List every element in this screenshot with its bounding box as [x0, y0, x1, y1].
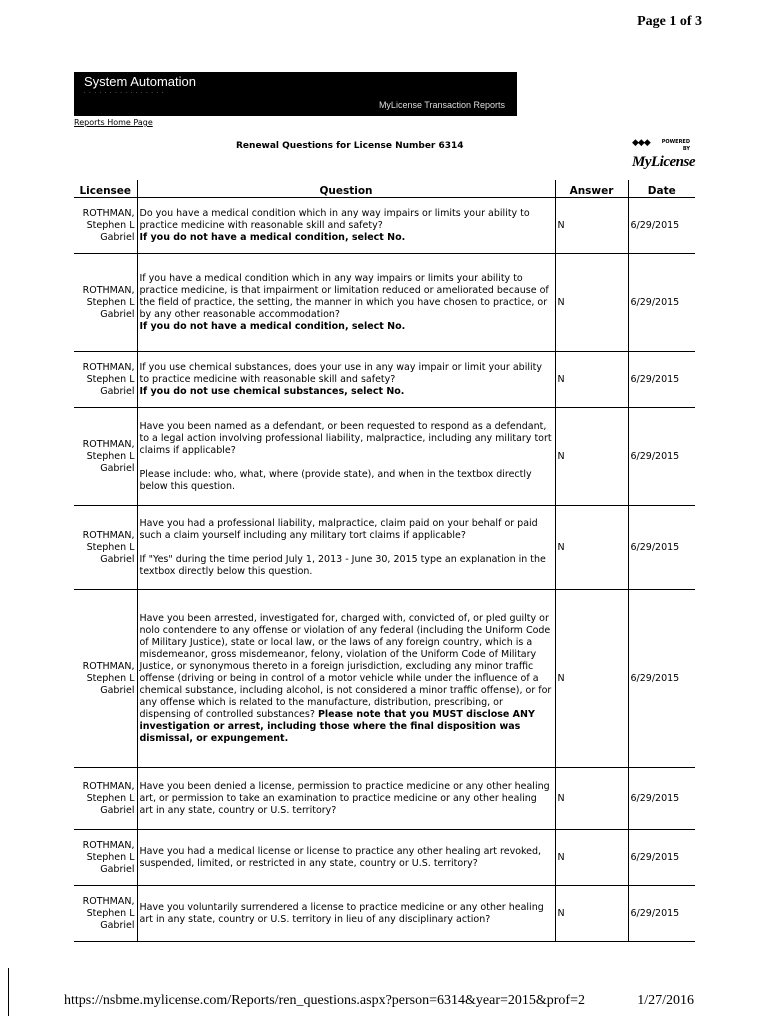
licensee-name-line: Stephen L: [86, 672, 135, 684]
date-cell: 6/29/2015: [628, 886, 695, 942]
licensee-name-line: ROTHMAN,: [82, 839, 135, 851]
question-text: Have you been named as a defendant, or been requested to respond as a defendant, to a legal action involving professional liability, malpractice, including any military tort claims if applicable?: [139, 420, 552, 456]
question-text: Do you have a medical condition which in any way impairs or limits your ability to practice medicine with reasonable skill and safety?: [139, 207, 530, 231]
licensee-name-line: Stephen L: [86, 792, 135, 804]
question-instructions: Please include: who, what, where (provide state), and when in the textbox directly below this question.: [139, 468, 532, 492]
licensee-name-line: Gabriel: [100, 684, 135, 696]
answer-cell: N: [555, 506, 628, 590]
question-text: Have you voluntarily surrendered a license to practice medicine or any other healing art in any state, country or U.S. territory in lieu of any disciplinary action?: [139, 901, 544, 925]
licensee-name-line: ROTHMAN,: [82, 284, 135, 296]
reports-home-link[interactable]: Reports Home Page: [74, 118, 153, 127]
date-cell: 6/29/2015: [628, 506, 695, 590]
brand-tagline: · · · · · · · · · · · · · · · ·: [84, 90, 165, 96]
page-number: Page 1 of 3: [637, 14, 702, 29]
renewal-questions-table: [74, 180, 695, 942]
brand-name: System Automation: [84, 74, 196, 89]
licensee-cell: [74, 408, 137, 506]
answer-cell: N: [555, 768, 628, 830]
question-text: Have you been arrested, investigated for, charged with, convicted of, or pled guilty or nolo contendere to any offense or violation of any federal (including the Uniform Code of Military Justice), state or local law, or the laws of any foreign country, which is a misdemeanor, gross misdemeanor, felony, violation of the Uniform Code of Military Justice, or synonymous thereto in a foreign jurisdiction, excluding any minor traffic offense (driving or being in control of a motor vehicle while under the influence of a chemical substance, including alcohol, is not considered a minor traffic offense), or for any offense which is related to the manufacture, distribution, prescribing, or dispensing of controlled substances?: [139, 612, 552, 720]
scan-edge-mark: [8, 968, 9, 1016]
licensee-name-line: Gabriel: [100, 919, 135, 931]
question-text: If you have a medical condition which in any way impairs or limits your ability to practice medicine, is that impairment or limitation reduced or ameliorated because of the field of practice, the setting, the manner in which you have chosen to practice, or by any other reasonable accommodation?: [139, 272, 549, 320]
table-row: [74, 886, 695, 942]
question-note: If you do not have a medical condition, select No.: [139, 320, 406, 332]
answer-cell: N: [555, 408, 628, 506]
licensee-cell: [74, 198, 137, 254]
date-cell: 6/29/2015: [628, 830, 695, 886]
answer-cell: N: [555, 590, 628, 768]
question-cell: [137, 352, 555, 408]
licensee-cell: [74, 886, 137, 942]
table-row: [74, 506, 695, 590]
header-licensee: Licensee: [74, 180, 137, 198]
licensee-cell: [74, 352, 137, 408]
table-row: [74, 198, 695, 254]
question-text: If you use chemical substances, does your use in any way impair or limit your ability to practice medicine with reasonable skill and safety?: [139, 361, 542, 385]
licensee-name-line: Stephen L: [86, 296, 135, 308]
licensee-name-line: Gabriel: [100, 308, 135, 320]
header-answer: Answer: [555, 180, 628, 198]
licensee-name-line: ROTHMAN,: [82, 438, 135, 450]
question-cell: [137, 768, 555, 830]
table-row: [74, 768, 695, 830]
date-cell: 6/29/2015: [628, 408, 695, 506]
question-note: If you do not have a medical condition, select No.: [139, 231, 406, 243]
licensee-name-line: ROTHMAN,: [82, 895, 135, 907]
question-text: Have you had a professional liability, malpractice, claim paid on your behalf or paid such a claim yourself including any military tort claims if applicable?: [139, 517, 538, 541]
header-date: Date: [628, 180, 695, 198]
licensee-name-line: Stephen L: [86, 907, 135, 919]
licensee-name-line: Gabriel: [100, 462, 135, 474]
question-note: Please note that you MUST disclose ANY investigation or arrest, including those where the final disposition was dismissal, or expungement.: [139, 708, 535, 744]
question-cell: [137, 254, 555, 352]
licensee-cell: [74, 830, 137, 886]
date-cell: 6/29/2015: [628, 198, 695, 254]
licensee-name-line: Stephen L: [86, 219, 135, 231]
licensee-name-line: Stephen L: [86, 450, 135, 462]
question-text: Have you been denied a license, permission to practice medicine or any other healing art, or permission to take an examination to practice medicine or any other healing art in any state, country or U.S. territory?: [139, 780, 550, 816]
licensee-name-line: ROTHMAN,: [82, 361, 135, 373]
licensee-name-line: ROTHMAN,: [82, 780, 135, 792]
question-cell: [137, 830, 555, 886]
question-instructions: If "Yes" during the time period July 1, 2013 - June 30, 2015 type an explanation in the textbox directly below this question.: [139, 553, 546, 577]
header-question: Question: [137, 180, 555, 198]
licensee-name-line: Gabriel: [100, 863, 135, 875]
footer-date: 1/27/2016: [637, 993, 694, 1008]
answer-cell: N: [555, 352, 628, 408]
licensee-cell: [74, 506, 137, 590]
date-cell: 6/29/2015: [628, 352, 695, 408]
answer-cell: N: [555, 886, 628, 942]
table-row: [74, 254, 695, 352]
licensee-cell: [74, 768, 137, 830]
licensee-name-line: Stephen L: [86, 851, 135, 863]
question-cell: [137, 506, 555, 590]
table-row: [74, 830, 695, 886]
answer-cell: N: [555, 198, 628, 254]
date-cell: 6/29/2015: [628, 254, 695, 352]
licensee-name-line: Gabriel: [100, 231, 135, 243]
question-cell: [137, 590, 555, 768]
answer-cell: N: [555, 254, 628, 352]
answer-cell: N: [555, 830, 628, 886]
banner-subtitle: MyLicense Transaction Reports: [378, 100, 505, 110]
licensee-name-line: Gabriel: [100, 804, 135, 816]
logo-powered-by: POWERED BY: [661, 139, 690, 152]
table-header-row: [74, 180, 695, 198]
logo-name: MyLicense: [632, 154, 695, 170]
header-banner: [74, 72, 517, 116]
date-cell: 6/29/2015: [628, 768, 695, 830]
question-text: Have you had a medical license or license to practice any other healing art revoked, suspended, limited, or restricted in any state, country or U.S. territory?: [139, 845, 542, 869]
licensee-cell: [74, 254, 137, 352]
licensee-name-line: Gabriel: [100, 553, 135, 565]
licensee-name-line: ROTHMAN,: [82, 660, 135, 672]
question-cell: [137, 198, 555, 254]
question-note: If you do not use chemical substances, select No.: [139, 385, 405, 397]
date-cell: 6/29/2015: [628, 590, 695, 768]
table-row: [74, 352, 695, 408]
licensee-name-line: ROTHMAN,: [82, 529, 135, 541]
mylicense-logo: [632, 138, 702, 178]
report-title: Renewal Questions for License Number 6314: [236, 141, 464, 151]
licensee-name-line: ROTHMAN,: [82, 207, 135, 219]
logo-dots-icon: ◆◆◆: [632, 138, 650, 148]
table-row: [74, 408, 695, 506]
licensee-cell: [74, 590, 137, 768]
table-row: [74, 590, 695, 768]
footer-url: https://nsbme.mylicense.com/Reports/ren_questions.aspx?person=6314&year=2015&prof=2: [64, 993, 585, 1008]
question-cell: [137, 886, 555, 942]
licensee-name-line: Stephen L: [86, 541, 135, 553]
question-cell: [137, 408, 555, 506]
licensee-name-line: Gabriel: [100, 385, 135, 397]
licensee-name-line: Stephen L: [86, 373, 135, 385]
